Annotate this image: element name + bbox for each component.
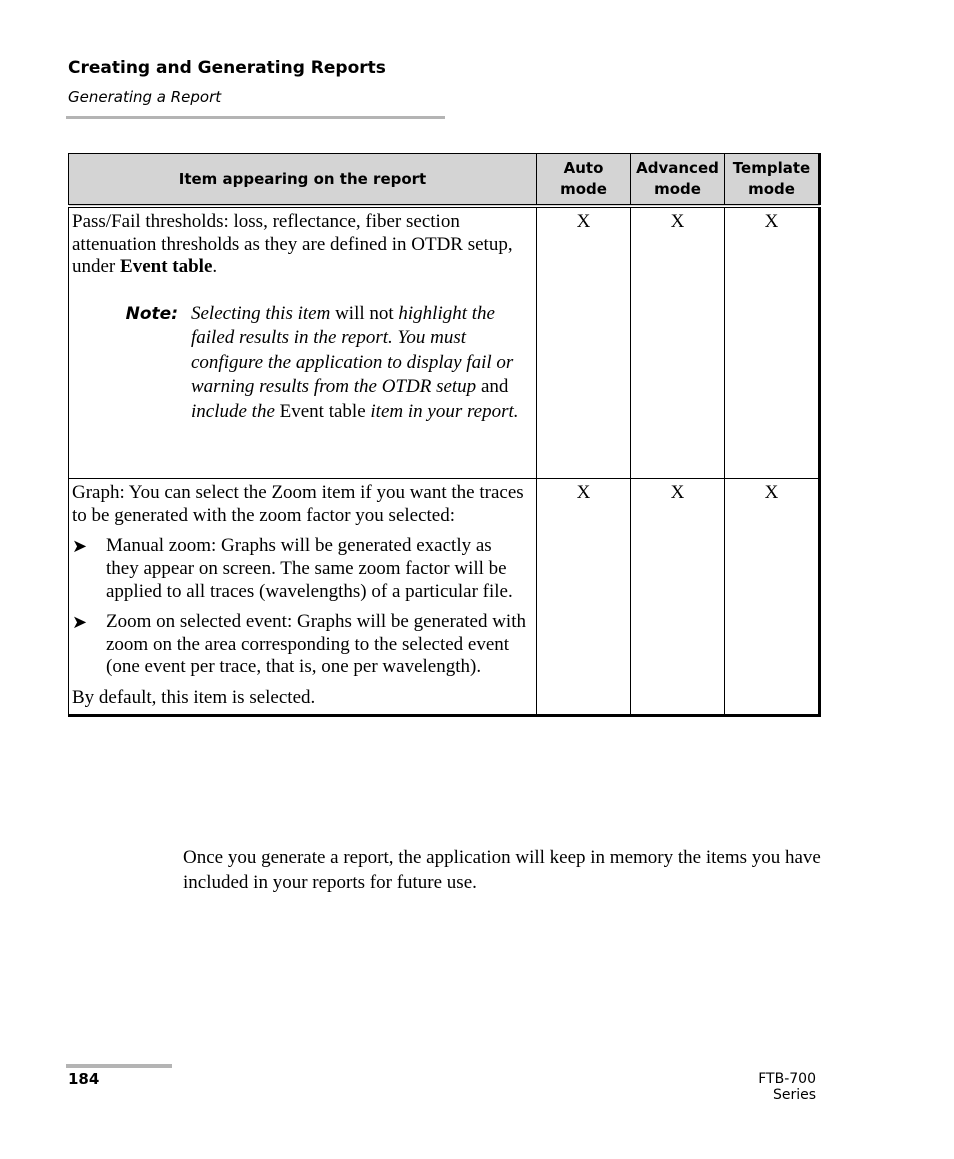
table-header-row: [69, 154, 820, 207]
body-paragraph: Once you generate a report, the application will keep in memory the items you have included in your reports for future use.: [183, 847, 821, 893]
template-mode-mark: X: [725, 479, 820, 715]
header-divider: [66, 116, 445, 119]
table-row: [69, 479, 820, 715]
template-mode-mark: X: [725, 206, 820, 479]
note-text: Selecting this item will not highlight the failed results in the report. You must configure the application to display fail or warning results from the OTDR setup and include the Event table item in your report.: [191, 302, 519, 422]
advanced-mode-mark: X: [631, 479, 725, 715]
auto-mode-mark: X: [537, 206, 631, 479]
section-title: Creating and Generating Reports: [68, 58, 386, 78]
bullet-text: Zoom on selected event: Graphs will be generated with zoom on the area corresponding to the selected event (one event per trace, that is, one per wavelength).: [106, 611, 526, 678]
list-item: [72, 535, 533, 603]
column-header-template-mode: Template mode: [725, 154, 820, 207]
note-block: [72, 302, 533, 425]
report-items-table: [68, 153, 821, 717]
item-cell: [69, 479, 537, 715]
table-row: [69, 206, 820, 479]
advanced-mode-mark: X: [631, 206, 725, 479]
arrow-bullet-icon: ➤: [72, 536, 88, 557]
column-header-advanced-mode: Advanced mode: [631, 154, 725, 207]
footer-divider: [66, 1064, 172, 1068]
arrow-bullet-icon: ➤: [72, 612, 88, 633]
page-number: 184: [68, 1070, 100, 1088]
auto-mode-mark: X: [537, 479, 631, 715]
column-header-item: Item appearing on the report: [69, 154, 537, 207]
note-label: Note:: [125, 303, 178, 324]
item-description: Graph: You can select the Zoom item if you want the traces to be generated with the zoom factor you selected:: [72, 482, 524, 526]
item-description: Pass/Fail thresholds: loss, reflectance, fiber section attenuation thresholds as they are defined in OTDR setup, under Event table.: [72, 211, 513, 278]
item-cell: [69, 206, 537, 479]
column-header-auto-mode: Auto mode: [537, 154, 631, 207]
product-series: FTB-700 Series: [758, 1071, 816, 1103]
list-item: [72, 611, 533, 679]
default-selection-note: By default, this item is selected.: [72, 687, 316, 709]
section-subtitle: Generating a Report: [68, 88, 222, 106]
bullet-text: Manual zoom: Graphs will be generated exactly as they appear on screen. The same zoom factor will be applied to all traces (wavelengths) of a particular file.: [106, 535, 513, 602]
event-table-label: Event table: [120, 256, 213, 278]
